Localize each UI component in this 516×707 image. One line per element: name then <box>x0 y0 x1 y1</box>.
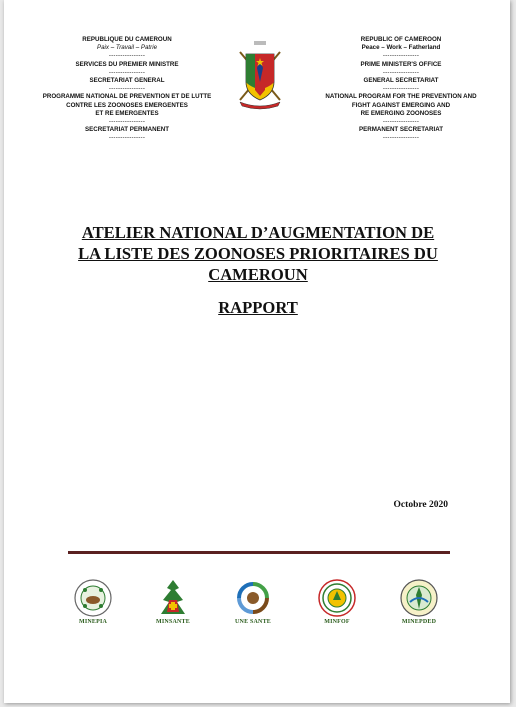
minepded-logo-icon <box>399 578 439 618</box>
separator: ---------------- <box>382 68 420 76</box>
separator: ---------------- <box>108 52 146 60</box>
header-left-line1: REPUBLIQUE DU CAMEROUN <box>82 36 172 43</box>
logo-one-health <box>218 578 288 625</box>
separator: ---------------- <box>382 118 420 126</box>
header-right-line4: GENERAL SECRETARIAT <box>363 77 439 85</box>
separator: ---------------- <box>108 118 146 126</box>
logo-label: MINEPDED <box>401 619 437 625</box>
logo-label: MINSANTE <box>156 619 190 625</box>
logo-label: MINFOF <box>324 619 350 625</box>
title-line1: ATELIER NATIONAL D’AUGMENTATION DE <box>81 223 435 242</box>
document-page <box>4 0 510 703</box>
minepia-logo-icon <box>73 578 113 618</box>
header-right-block <box>316 36 486 143</box>
logo-label: MINEPIA <box>78 619 108 625</box>
header-left-line6: CONTRE LES ZOONOSES EMERGENTES <box>66 101 188 109</box>
header-left-line3: SERVICES DU PREMIER MINISTRE <box>75 60 179 68</box>
header-left-line2: Paix – Travail – Patrie <box>96 44 158 52</box>
header-left-block <box>42 36 212 143</box>
separator: ---------------- <box>108 85 146 93</box>
coat-of-arms-icon <box>234 38 286 110</box>
document-title <box>64 222 452 285</box>
header-left-line8: SECRETARIAT PERMANENT <box>85 126 169 134</box>
one-health-logo-icon <box>233 578 273 618</box>
logo-minepia <box>58 578 128 625</box>
separator: ---------------- <box>108 134 146 142</box>
logo-minsante <box>138 578 208 625</box>
separator: ---------------- <box>382 85 420 93</box>
header-left-line4: SECRETARIAT GENERAL <box>89 77 165 85</box>
header-right-line2: Peace – Work – Fatherland <box>361 44 441 52</box>
separator: ---------------- <box>382 52 420 60</box>
header-right-line1: REPUBLIC OF CAMEROON <box>360 36 442 43</box>
header-left-line5: PROGRAMME NATIONAL DE PREVENTION ET DE LUTTE <box>42 93 212 101</box>
header-right-line6: FIGHT AGAINST EMERGING AND <box>351 101 451 109</box>
header-right-line7: RE EMERGING ZOONOSES <box>360 109 442 117</box>
separator: ---------------- <box>382 134 420 142</box>
logo-minfof <box>302 578 372 625</box>
logo-minepded <box>384 578 454 625</box>
minfof-logo-icon <box>317 578 357 618</box>
document-subtitle: RAPPORT <box>218 298 298 317</box>
header-right-line3: PRIME MINISTER'S OFFICE <box>360 60 442 68</box>
header-right-line5: NATIONAL PROGRAM FOR THE PREVENTION AND <box>325 93 477 101</box>
divider-rule <box>68 551 450 554</box>
header-left-line7: ET RE EMERGENTES <box>95 109 159 117</box>
header-right-line8: PERMANENT SECRETARIAT <box>359 126 443 134</box>
logo-label: UNE SANTE <box>235 619 271 625</box>
separator: ---------------- <box>108 68 146 76</box>
title-line2: LA LISTE DES ZOONOSES PRIORITAIRES DU <box>78 244 438 263</box>
title-line3: CAMEROUN <box>208 265 308 284</box>
minsante-logo-icon <box>153 578 193 618</box>
partner-logos-row <box>58 578 458 634</box>
document-date: Octobre 2020 <box>393 500 448 510</box>
